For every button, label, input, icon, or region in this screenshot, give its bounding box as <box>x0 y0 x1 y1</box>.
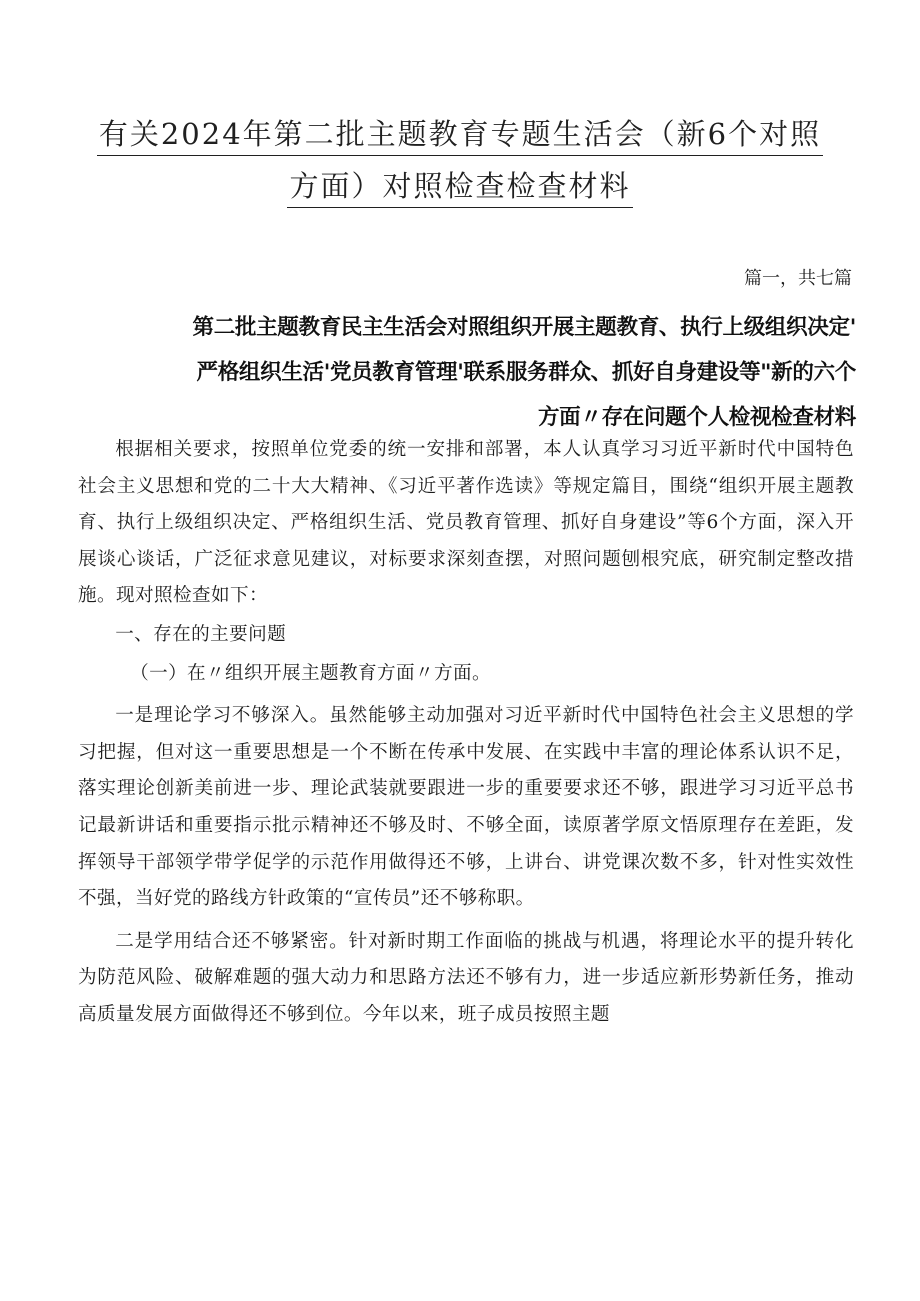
section-heading-line-3: 方面〃存在问题个人检视检查材料 <box>537 405 856 430</box>
document-title-line-2: 方面）对照检查检查材料 <box>287 165 632 208</box>
article-counter: 篇一，共七篇 <box>744 268 852 289</box>
paragraph-theory-study: 一是理论学习不够深入。虽然能够主动加强对习近平新时代中国特色社会主义思想的学习把握，但对这一重要思想是一个不断在传承中发展、在实践中丰富的理论体系认识不足，落实理论创新美前进一步、理论武装就要跟进一步的重要要求还不够，跟进学习习近平总书记最新讲话和重要指示批示精神还不够及时、不够全面，读原著学原文悟原理存在差距，发挥领导干部领学带学促学的示范作用做得还不够，上讲台、讲党课次数不多，针对性实效性不强，当好党的路线方针政策的“宣传员”还不够称职。 <box>78 705 854 910</box>
intro-paragraph: 根据相关要求，按照单位党委的统一安排和部署，本人认真学习习近平新时代中国特色社会主义思想和党的二十大大精神、《习近平著作选读》等规定篇目，围绕“组织开展主题教育、执行上级组织决定、严格组织生活、党员教育管理、抓好自身建设”等6个方面，深入开展谈心谈话，广泛征求意见建议，对标要求深刻查摆，对照问题刨根究底，研究制定整改措施。现对照检查如下： <box>78 439 854 607</box>
paragraph-study-application: 二是学用结合还不够紧密。针对新时期工作面临的挑战与机遇，将理论水平的提升转化为防范风险、破解难题的强大动力和思路方法还不够有力，进一步适应新形势新任务，推动高质量发展方面做得还不够到位。今年以来，班子成员按照主题 <box>78 930 854 1025</box>
heading-main-problems: 一、存在的主要问题 <box>115 623 287 645</box>
section-heading <box>66 305 856 440</box>
document-title-line-1: 有关2024年第二批主题教育专题生活会（新6个对照 <box>97 113 823 156</box>
section-heading-line-1: 第二批主题教育民主生活会对照组织开展主题教育、执行上级组织决定' <box>192 315 856 340</box>
document-title <box>90 108 830 212</box>
subheading-theme-education: （一）在〃组织开展主题教育方面〃方面。 <box>130 662 491 684</box>
body-text <box>78 432 854 1034</box>
section-heading-line-2: 严格组织生活'党员教育管理'联系服务群众、抓好自身建设等"新的六个 <box>196 360 856 385</box>
